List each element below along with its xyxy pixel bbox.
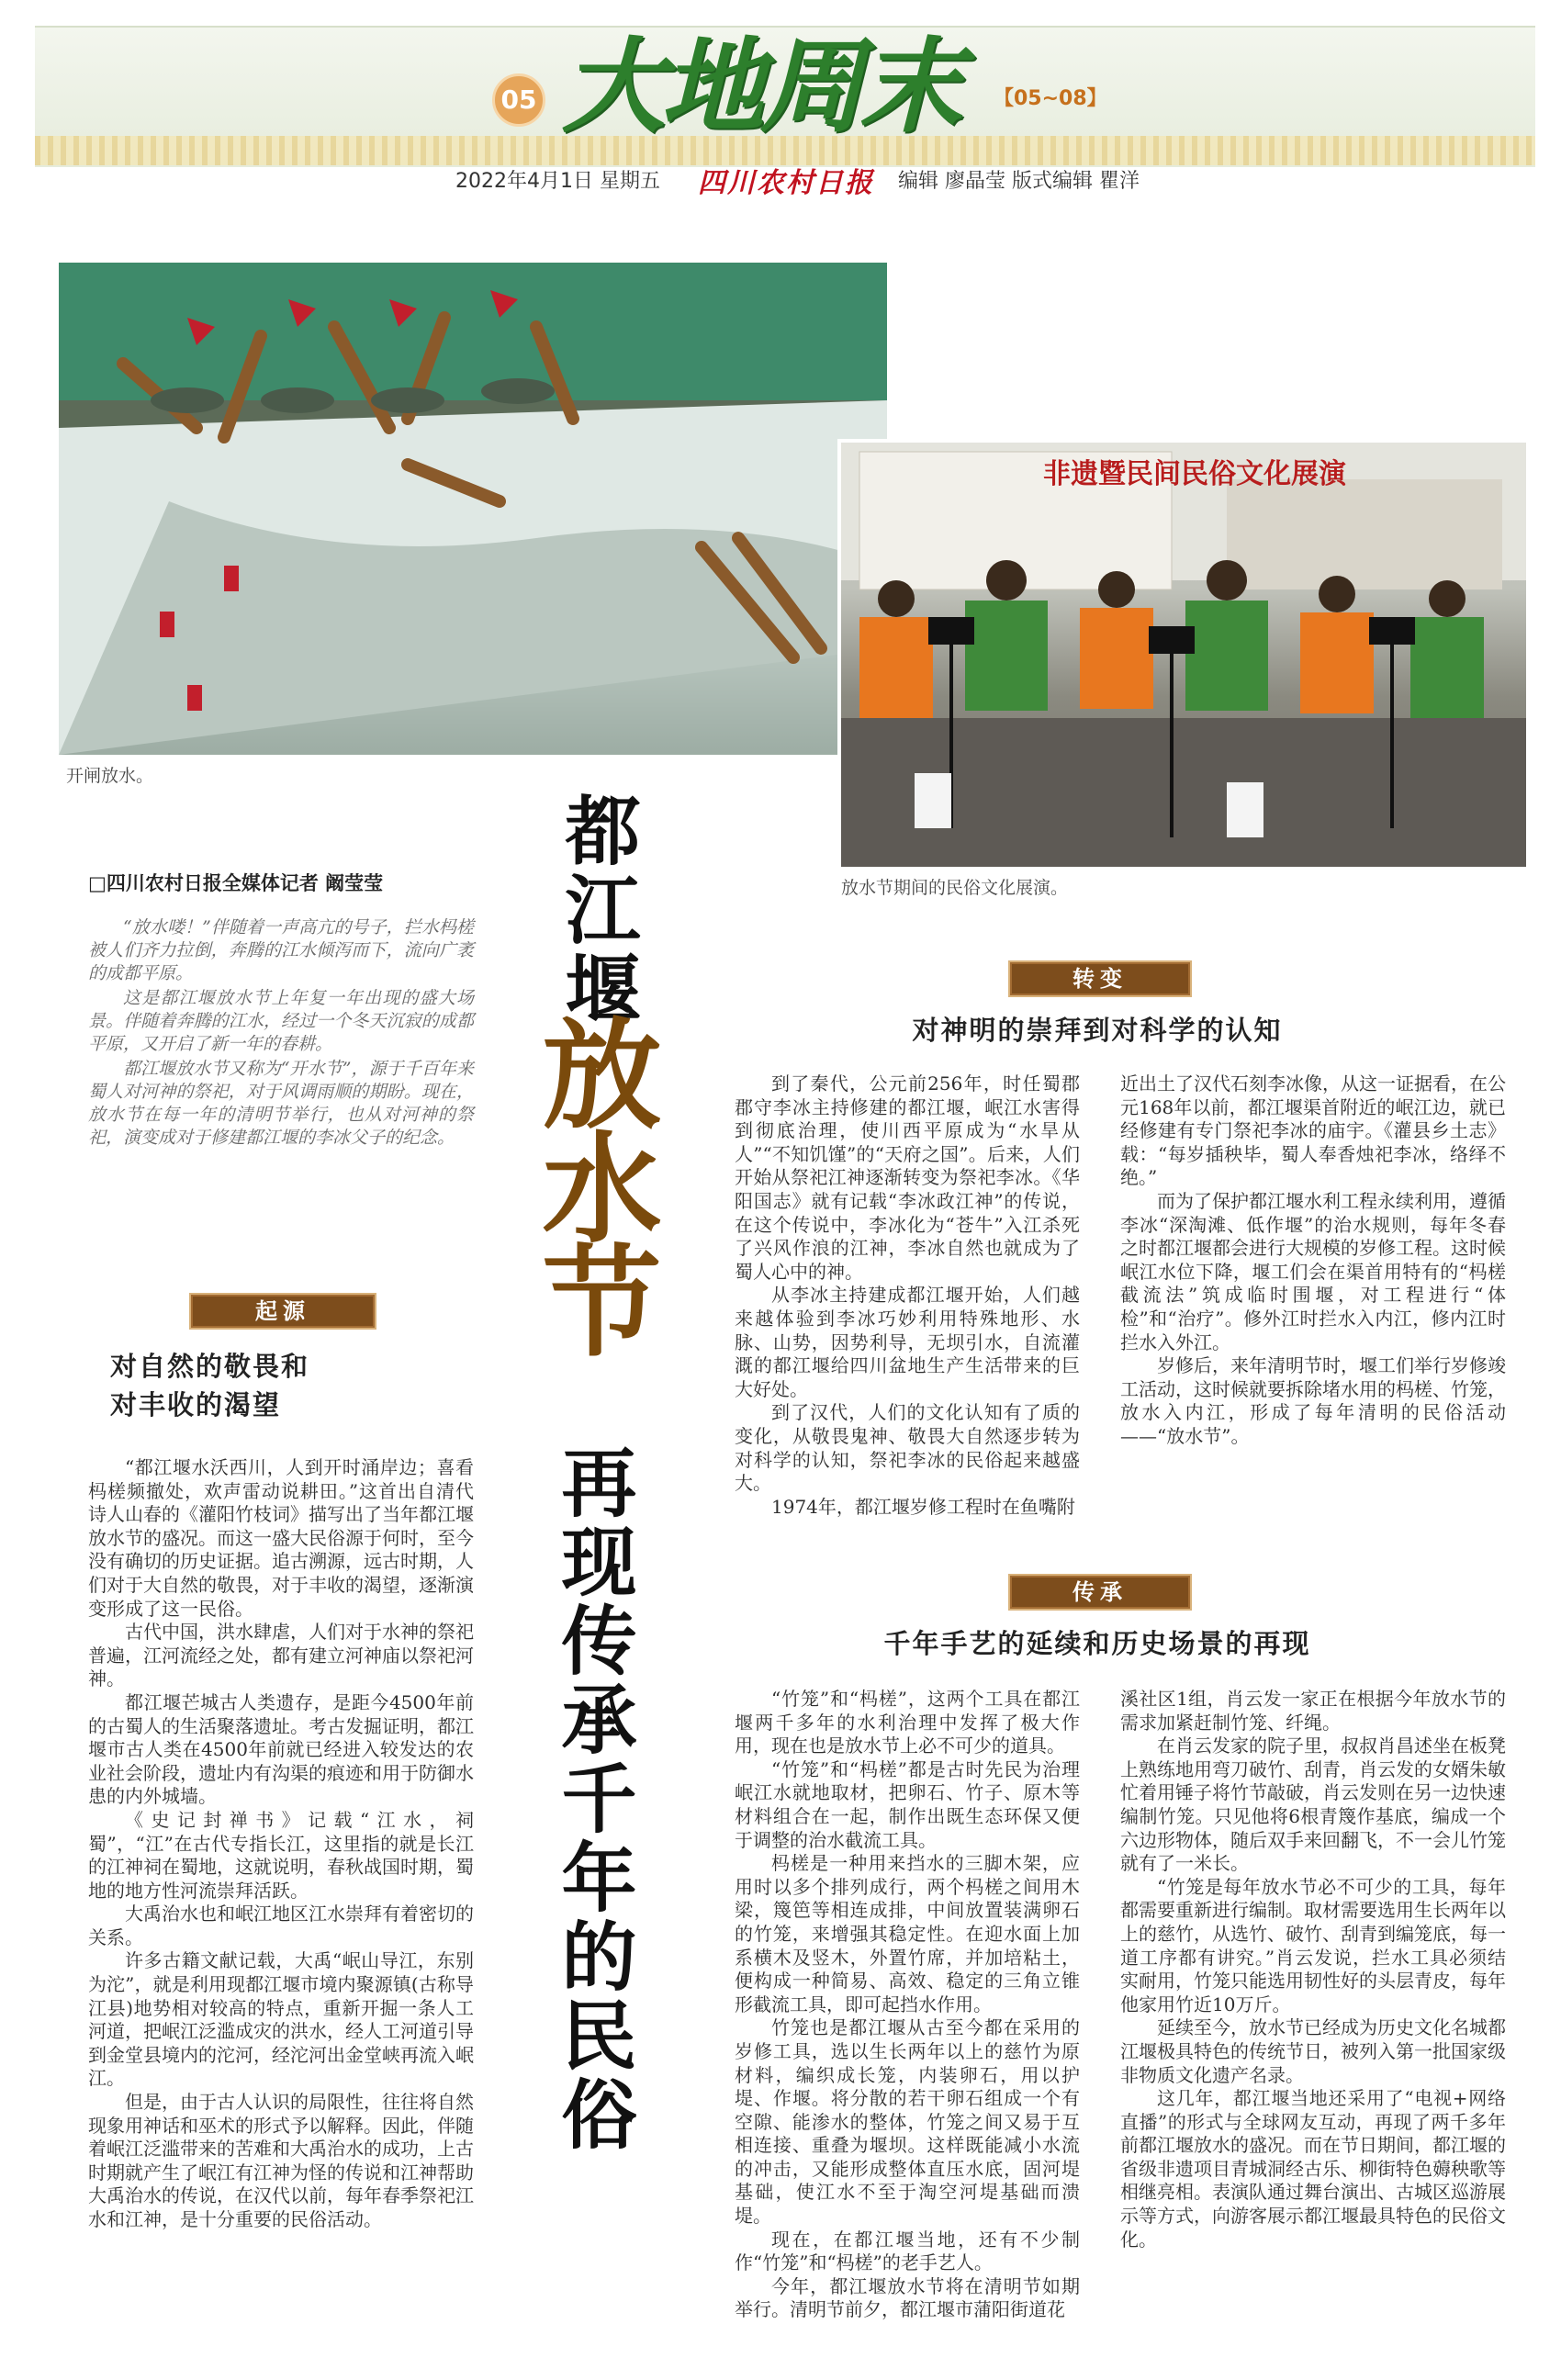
section2-paragraph: 从李冰主持建成都江堰开始，人们越来越体验到李冰巧妙利用特殊地形、水脉、山势，因势利导，无坝引水，自流灌溉的都江堰给四川盆地生产生活带来的巨大好处。 — [735, 1284, 1080, 1400]
section2-subhead: 对神明的崇拜到对科学的认知 — [912, 1015, 1283, 1046]
section3-column-a — [735, 1688, 1080, 2322]
section3-column-b — [1120, 1688, 1506, 2251]
photo2-banner-text: 非遗暨民间民俗文化展演 — [1043, 458, 1346, 490]
section3-paragraph: 这几年，都江堰当地还采用了“电视+网络直播”的形式与全球网友互动，再现了两千多年前都江堰放水的盛况。而在节日期间，都江堰的省级非遗项目青城洞经古乐、柳街特色薅秧歌等相继亮相。表演队通过舞台演出、古城区巡游展示等方式，向游客展示都江堰最具特色的民俗文化。 — [1120, 2087, 1506, 2251]
headline-part2: 放水节 — [522, 1012, 663, 1353]
section3-paragraph: 竹笼也是都江堰从古至今都在采用的岁修工具，选以生长两年以上的慈竹为原材料，编织成长笼，内装卵石，用以护堤、作堰。将分散的若干卵石组成一个有空隙、能渗水的整体，竹笼之间又易于互相连接、重叠为堰坝。这样既能减小水流的冲击，又能形成整体直压水底，固河堤基础，使江水不至于淘空河堤基础而溃堤。 — [735, 2016, 1080, 2228]
section2-paragraph: 近出土了汉代石刻李冰像，从这一证据看，在公元168年以前，都江堰渠首附近的岷江边，就已经修建有专门祭祀李冰的庙宇。《灌县乡土志》载：“每岁插秧毕，蜀人奉香烛祀李冰，络绎不绝。” — [1120, 1072, 1506, 1189]
headline-part3: 再现传承千年的民俗 — [549, 1443, 637, 2154]
section1-paragraph: 古代中国，洪水肆虐，人们对于水神的祭祀普遍，江河流经之处，都有建立河神庙以祭祀河神。 — [88, 1621, 474, 1690]
section1-paragraph: 但是，由于古人认识的局限性，往往将自然现象用神话和巫术的形式予以解释。因此，伴随着岷江泛滥带来的苦难和大禹治水的成功，上古时期就产生了岷江有江神为怪的传说和江神帮助大禹治水的传说，在汉代以前，每年春季祭祀江水和江神，是十分重要的民俗活动。 — [88, 2091, 474, 2230]
intro-paragraph: 都江堰放水节又称为“开水节”，源于千百年来蜀人对河神的祭祀，对于风调雨顺的期盼。现在，放水节在每一年的清明节举行，也从对河神的祭祀，演变成对于修建都江堰的李冰父子的纪念。 — [88, 1059, 474, 1148]
section3-paragraph: “竹笼”和“杩槎”，这两个工具在都江堰两千多年的水利治理中发挥了极大作用，现在也是放水节上必不可少的道具。 — [735, 1688, 1080, 1757]
section-badge-origin: 起源 — [189, 1293, 376, 1330]
editors-credit: 编辑 廖晶莹 版式编辑 瞿洋 — [898, 170, 1140, 193]
section3-paragraph: 延续至今，放水节已经成为历史文化名城都江堰极具特色的传统节日，被列入第一批国家级非物质文化遗产名录。 — [1120, 2016, 1506, 2086]
section3-paragraph: “竹笼”和“杩槎”都是古时先民为治理岷江水就地取材，把卵石、竹子、原木等材料组合在一起，制作出既生态环保又便于调整的治水截流工具。 — [735, 1757, 1080, 1851]
section3-paragraph: 今年，都江堰放水节将在清明节如期举行。清明节前夕，都江堰市蒲阳街道花 — [735, 2274, 1080, 2321]
photo-folk-performance-illustration — [841, 443, 1526, 867]
section2-paragraph: 到了秦代，公元前256年，时任蜀郡郡守李冰主持修建的都江堰，岷江水害得到彻底治理，使川西平原成为“水旱从人”“不知饥馑”的“天府之国”。后来，人们开始从祭祀江神逐渐转变为祭祀李冰。《华阳国志》就有记载“李冰政江神”的传说，在这个传说中，李冰化为“苍牛”入江杀死了兴风作浪的江神，李冰自然也就成为了蜀人心中的神。 — [735, 1072, 1080, 1283]
photo-folk-performance — [837, 439, 1530, 870]
section3-paragraph: 现在，在都江堰当地，还有不少制作“竹笼”和“杩槎”的老手艺人。 — [735, 2228, 1080, 2274]
section1-paragraph: “都江堰水沃西川，人到开时涌岸边；喜看杩槎频撤处，欢声雷动说耕田。”这首出自清代诗人山春的《灌阳竹枝词》描写出了当年都江堰放水节的盛况。而这一盛大民俗源于何时，至今没有确切的历史证据。追古溯源，远古时期，人们对于大自然的敬畏，对于丰收的渴望，逐渐演变形成了这一民俗。 — [88, 1456, 474, 1620]
section1-body — [88, 1456, 474, 2232]
section-badge-transition: 转变 — [1008, 960, 1192, 997]
section3-paragraph: 杩槎是一种用来挡水的三脚木架，应用时以多个排列成行，两个杩槎之间用木梁，篾笆等相连成排，中间放置装满卵石的竹笼，来增强其稳定性。在迎水面上加系横木及竖木，外置竹席，并加培粘土，便构成一种简易、高效、稳定的三角立锥形截流工具，即可起挡水作用。 — [735, 1852, 1080, 2015]
section-badge-heritage: 传承 — [1008, 1574, 1192, 1611]
photo2-caption: 放水节期间的民俗文化展演。 — [841, 878, 1069, 898]
page-range: 【05~08】 — [994, 87, 1107, 110]
section3-paragraph: 溪社区1组，肖云发一家正在根据今年放水节的需求加紧赶制竹笼、纤绳。 — [1120, 1688, 1506, 1734]
section2-paragraph: 岁修后，来年清明节时，堰工们举行岁修竣工活动，这时候就要拆除堵水用的杩槎、竹笼，放水入内江，形成了每年清明的民俗活动——“放水节”。 — [1120, 1354, 1506, 1447]
section1-paragraph: 大禹治水也和岷江地区江水崇拜有着密切的关系。 — [88, 1903, 474, 1948]
masthead-title: 大地周末 — [562, 27, 959, 147]
photo1-caption: 开闸放水。 — [66, 766, 154, 786]
section2-paragraph: 而为了保护都江堰水利工程永续利用，遵循李冰“深淘滩、低作堰”的治水规则，每年冬春之时都江堰都会进行大规模的岁修工程。这时候岷江水位下降，堰工们会在渠首用特有的“杩槎截流法”筑成临时围堰，对工程进行“体检”和“治疗”。修外江时拦水入内江，修内江时拦水入外江。 — [1120, 1189, 1506, 1353]
section2-paragraph: 到了汉代，人们的文化认知有了质的变化，从敬畏鬼神、敬畏大自然逐步转为对科学的认知，祭祀李冰的民俗起来越盛大。 — [735, 1401, 1080, 1495]
section1-subhead-line1: 对自然的敬畏和 — [110, 1351, 310, 1382]
section1-paragraph: 许多古籍文献记载，大禹“岷山导江，东别为沱”，就是利用现都江堰市境内聚源镇(古称导江县)地势相对较高的特点，重新开掘一条人工河道，把岷江泛滥成灾的洪水，经人工河道引导到金堂县境内的沱河，经沱河出金堂峡再流入岷江。 — [88, 1949, 474, 2090]
section2-paragraph: 1974年，都江堰岁修工程时在鱼嘴附 — [771, 1495, 1075, 1518]
section3-subhead: 千年手艺的延续和历史场景的再现 — [883, 1628, 1311, 1659]
intro-paragraph: 这是都江堰放水节上年复一年出现的盛大场景。伴随着奔腾的江水，经过一个冬天沉寂的成都平原，又开启了新一年的春耕。 — [88, 988, 474, 1054]
issue-number-badge: 05 — [492, 73, 545, 127]
intro-text — [88, 916, 474, 1151]
section3-paragraph: 在肖云发家的院子里，叔叔肖昌述坐在板凳上熟练地用弯刀破竹、刮青，肖云发的女婿朱敏忙着用锤子将竹节敲破，肖云发则在另一边快速编制竹笼。只见他将6根青篾作基底，编成一个六边形物体，随后双手来回翻飞，不一会儿竹笼就有了一米长。 — [1120, 1734, 1506, 1875]
section1-paragraph: 都江堰芒城古人类遗存，是距今4500年前的古蜀人的生活聚落遗址。考古发掘证明，都江堰市古人类在4500年前就已经进入较发达的农业社会阶段，遗址内有沟渠的痕迹和用于防御水患的内外城墙。 — [88, 1690, 474, 1808]
photo-open-sluice — [59, 263, 887, 755]
headline-part1: 都江堰 — [553, 791, 641, 1028]
section1-subhead-line2: 对丰收的渴望 — [110, 1389, 282, 1420]
section2-column-b — [1120, 1072, 1506, 1449]
byline: □四川农村日报全媒体记者 阚莹莹 — [88, 872, 384, 894]
intro-paragraph: “放水喽！”伴随着一声高亢的号子，拦水杩槎被人们齐力拉倒，奔腾的江水倾泻而下，流向广袤的成都平原。 — [88, 917, 474, 983]
photo-open-sluice-illustration — [59, 263, 887, 755]
issue-date: 2022年4月1日 星期五 — [455, 170, 660, 193]
section1-paragraph: 《史记封禅书》记载“江水，祠蜀”，“江”在古代专指长江，这里指的就是长江的江神祠在蜀地，这就说明，春秋战国时期，蜀地的地方性河流崇拜活跃。 — [88, 1808, 474, 1902]
newspaper-name: 四川农村日报 — [698, 167, 874, 199]
section3-paragraph: “竹笼是每年放水节必不可少的工具，每年都需要重新进行编制。取材需要选用生长两年以上的慈竹，从选竹、破竹、刮青到编笼底，每一道工序都有讲究。”肖云发说，拦水工具必须结实耐用，竹笼只能选用韧性好的头层青皮，每年他家用竹近10万斤。 — [1120, 1875, 1506, 2015]
section2-column-a — [735, 1072, 1080, 1519]
